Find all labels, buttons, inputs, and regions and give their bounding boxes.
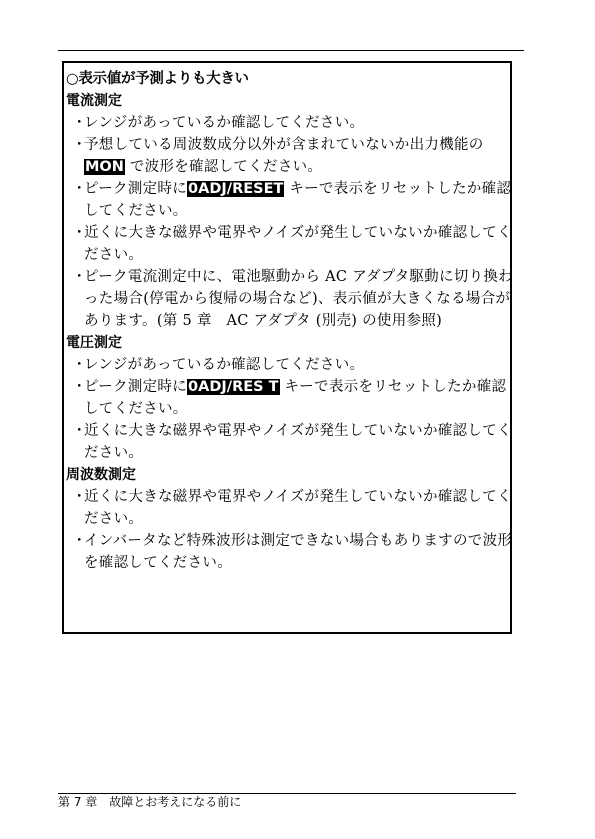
list-item: ・ インバータなど特殊波形は測定できない場合もありますので波形を確認してください。: [72, 533, 513, 571]
chapter-footer: 第 7 章 故障とお考えになる前に: [58, 795, 242, 809]
header-rule: [58, 50, 524, 51]
box-title: ○表示値が予測よりも大きい: [66, 71, 249, 87]
list-item: ・ 近くに大きな磁界や電界やノイズが発生していないか確認してください。: [72, 423, 512, 461]
key-label-0adj-reset: 0ADJ/RES T: [188, 379, 279, 395]
key-label-mon: MON: [85, 159, 124, 175]
list-item: ・ ピーク測定時に0ADJ/RES T キーで表示をリセットしたか確認してください。: [72, 379, 507, 417]
key-label-0adj-reset: 0ADJ/RESET: [188, 181, 284, 197]
section-heading-frequency: 周波数測定: [66, 467, 136, 483]
list-item: ・ 予想している周波数成分以外が含まれていないか出力機能のMON で波形を確認してください。: [72, 137, 484, 175]
section-heading-voltage: 電圧測定: [66, 335, 122, 351]
list-item: ・ 近くに大きな磁界や電界やノイズが発生していないか確認してください。: [72, 489, 512, 527]
troubleshooting-box: [62, 61, 512, 634]
list-item: ・ 近くに大きな磁界や電界やノイズが発生していないか確認してください。: [72, 225, 512, 263]
list-item: ・ ピーク電流測定中に、電池駆動から AC アダプタ駆動に切り換わった場合(停電から復帰の場合など)、表示値が大きくなる場合があります。(第 5 章 AC アダプタ (別売) の使用参照): [72, 269, 513, 329]
list-item: ・ ピーク測定時に0ADJ/RESET キーで表示をリセットしたか確認してください。: [72, 181, 512, 219]
list-item: ・ レンジがあっているか確認してください。: [72, 357, 365, 373]
section-heading-current: 電流測定: [66, 93, 122, 109]
list-item: ・ レンジがあっているか確認してください。: [72, 115, 365, 131]
